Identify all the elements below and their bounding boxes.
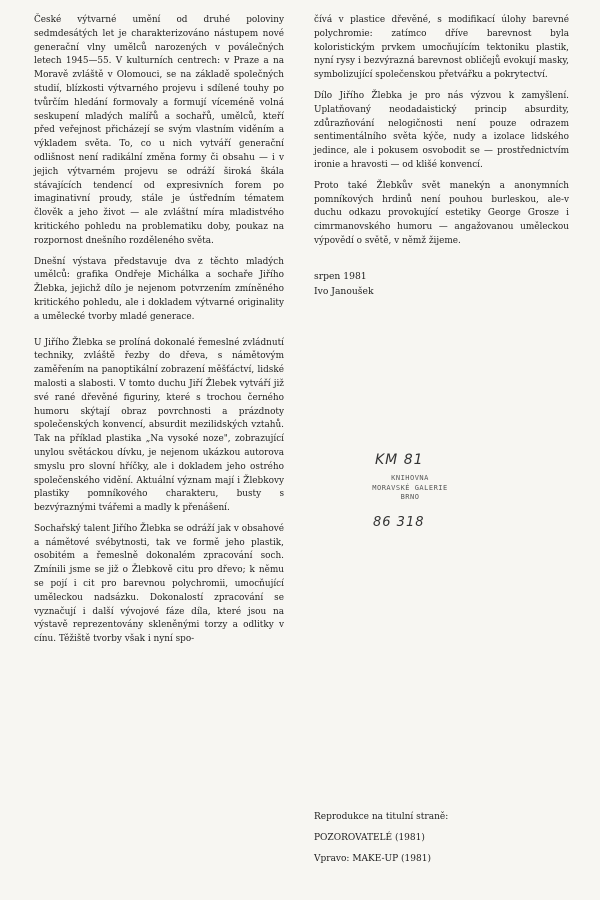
paragraph-continuation: čívá v plastice dřevěné, s modifikací úlohy barevné polychromie: zatímco dříve barevnost byla koloristickým prvkem umocňujícím tektoniku plastik, nyní rysy i bezvýrazná barevnost obličejů evokují masky, symbolizující společenskou přetvářku a pokrytectví. (314, 15, 569, 81)
paragraph-zlebek-talent: Sochařský talent Jiřího Žlebka se odráží jak v obsahové a námětové svébytnosti, tak ve formě jeho plastik, osobitém a řemeslně dokonalém zpracování soch. Zmínili jsme se již o Žlebkově citu pro dřevo; k němu se pojí i cit pro barevnou polychromii, umocňující uměleckou nadsázku. Dokonalostí zpracování se vyznačují i další vývojové fáze díla, které jsou na výstavě reprezentovány skleněnými torzy a odlitky v cínu. Těžiště tvorby však i nyní spo- (34, 523, 284, 645)
paragraph-exhibition: Dnešní výstava představuje dva z těchto mladých umělců: grafika Ondřeje Michálka a sochaře Jiřího Žlebka, jejichž dílo je nejenom potvrzením zmíněného kritického pohledu, ale i dokladem výtvarné originality a umělecké tvorby mladé generace. (34, 256, 284, 322)
paragraph-challenge: Dílo Jiřího Žlebka je pro nás výzvou k zamyšlení. Uplatňovaný neodadaistický princip absurdity, zdůrazňování nelogičnosti není pouze odrazem sentimentálního světa kýče, nudy a izolace lidského jedince, ale i pokusem osvobodit se — prostřednictvím ironie a hravosti — od klišé konvencí. (314, 90, 569, 170)
signature-date: srpen 1981 (314, 270, 367, 282)
paragraph-zlebek-technique: U Jiřího Žlebka se prolíná dokonalé řemeslné zvládnutí techniky, zvláště řezby do dřeva, s námětovým zaměřením na panoptikální zobrazení měšťáctví, lidské malosti a slabosti. V tomto duchu Jiří Žlebek vytváří již své rané dřevěné figuriny, které s trochou černého humoru skýtají obraz povrchnosti a prázdnoty společenských konvencí, absurdit mezilidských vztahů. Tak na příklad plastika „Na vysoké noze", zobrazující unylou světáckou dívku, je nejenom ukázkou autorova smyslu pro slovní hříčky, ale i dokladem jeho ostrého společenského vidění. Aktuální význam mají i Žlebkovy plastiky pomníkového charakteru, busty s bezvýraznými tvářemi a madly k přenášení. (34, 337, 284, 514)
signature-author: Ivo Janoušek (314, 285, 374, 297)
stamp-handwritten-bottom: 86 318 (373, 515, 425, 530)
reproduction-credits (314, 807, 574, 870)
library-stamp (345, 452, 475, 538)
right-column (314, 14, 569, 299)
stamp-seal (355, 474, 465, 503)
stamp-line-2: MORAVSKÉ GALERIE (372, 483, 448, 492)
stamp-line-1: KNIHOVNA (391, 474, 429, 482)
reproduction-front: POZOROVATELÉ (1981) (314, 833, 425, 843)
reproduction-back: Vpravo: MAKE-UP (1981) (314, 854, 431, 864)
stamp-handwritten-top: KM 81 (375, 452, 424, 468)
left-column (34, 14, 284, 654)
paragraph-intro: České výtvarné umění od druhé poloviny sedmdesátých let je charakterizováno nástupem nové generační vlny umělců narozených v poválečných letech 1945—55. V kulturních centrech: v Praze a na Moravě zvláště v Olomouci, se na základě společných studií, blízkosti výtvarného projevu i sdílené touhy po tvůrčím hledání formovaly a formují víceméně volná seskupení mladých malířů a sochařů, umělců, kteří před veřejnost přicházejí se svým vlastním viděním a výkladem světa. To, co u nich vytváří generační odlišnost není radikální změna formy či obsahu — i v jejich výtvarném projevu se odráží široká škála stávajících tendencí od expresivních forem po imaginativní proudy, stále je ústředním tématem člověk a jeho život — ale zvláštní míra mladistvého kritického pohledu na problematiku doby, poukaz na rozpornost dnešního rozděleného světa. (34, 15, 284, 246)
reproduction-heading: Reprodukce na titulní straně: (314, 812, 449, 822)
signature-block (314, 269, 569, 299)
paragraph-conclusion: Proto také Žlebkův svět manekýn a anonymních pomníkových hrdinů není pouhou burleskou, ale-v duchu odkazu provokující estetiky George Grosze i cimrmanovského humoru — angažovanou uměleckou výpovědí o světě, v němž žijeme. (314, 180, 569, 246)
stamp-line-3: BRNO (400, 493, 420, 501)
